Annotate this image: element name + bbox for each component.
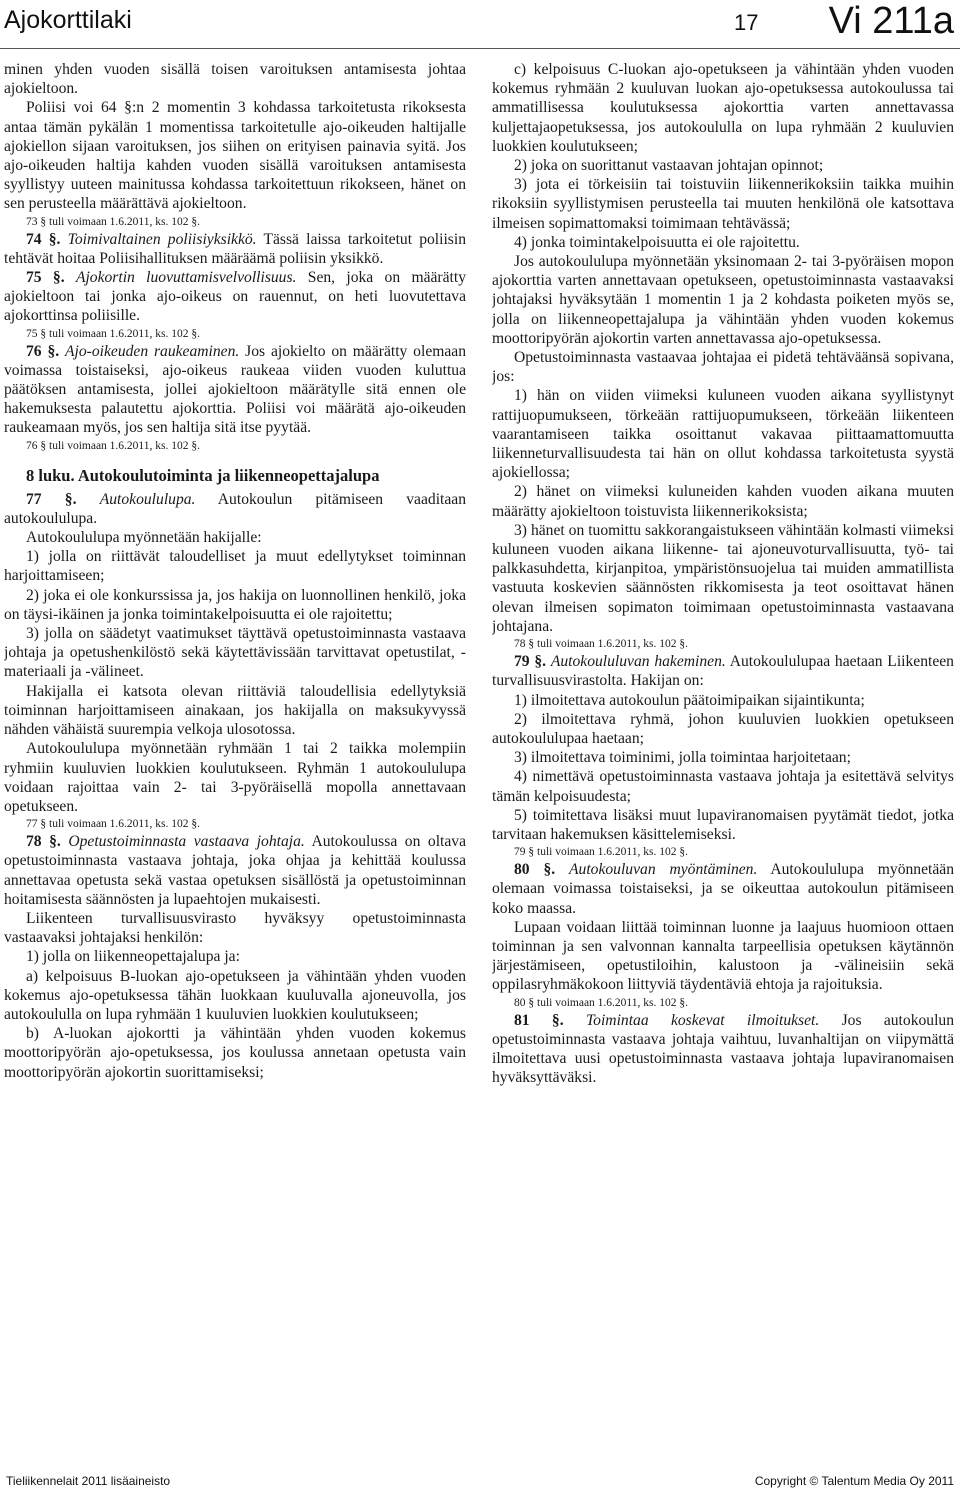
footer-publication: Tieliikennelait 2011 lisäaineisto [6,1474,171,1488]
list-item: 4) jonka toimintakelpoisuutta ei ole rajoitettu. [514,233,800,251]
paragraph: Autokoululupa myönnetään hakijalle: [26,529,262,547]
paragraph: Poliisi voi 64 §:n 2 momentin 3 kohdassa tarkoitetusta rikoksesta antaa tämän pykälän 1 momentissa tarkoitetulle ajo-oikeuden haltijalle ajokiellon sijaan varoituksen, jos siihen on erityisen painavia syitä. Jos ajo-oikeuden haltija kahden vuoden sisällä varoituksen antamisesta syyllistyy uuteen mainitussa kohdassa tarkoitettuun rikokseen, hänet on sen perusteella määrättävä ajokieltoon. [4,99,466,213]
section-number: 81 §. [514,1011,564,1029]
section-number: 78 §. [26,833,61,851]
section-75 [4,268,466,326]
list-item: 2) ilmoitettava ryhmä, johon kuuluvien luokkien opetukseen autokoululupaa haetaan; [492,710,954,747]
paragraph: minen yhden vuoden sisällä toisen varoituksen antamisesta johtaa ajokieltoon. [4,61,466,98]
section-text: Autokoulun pitämiseen vaaditaan autokoululupa. [4,490,466,527]
footer-copyright: Copyright © Talentum Media Oy 2011 [754,1474,954,1488]
list-item: 4) nimettävä opetustoiminnasta vastaava johtaja ja esitettävä selvitys tämän kelpoisuudesta; [492,768,954,805]
section-79 [492,652,954,690]
source-note: 80 § tuli voimaan 1.6.2011, ks. 102 §. [514,996,688,1009]
section-text: Jos autokoulun opetustoiminnasta vastaava johtaja vaihtuu, luvanhaltijan on viipymättä ilmoitettava uusi opetustoiminnasta vastaava johtaja lupaviranomaisen hyväksyttäväksi. [492,1011,954,1087]
section-title: Opetustoiminnasta vastaava johtaja. [68,833,305,851]
source-note: 77 § tuli voimaan 1.6.2011, ks. 102 §. [26,818,200,831]
list-item: 3) jolla on säädetyt vaatimukset täyttävä opetustoiminnasta vastaava johtaja ja opetushenkilöstö sekä käytettävissään tarvittavat opetustilat, -materiaali ja -välineet. [4,625,466,681]
section-title: Ajokortin luovuttamisvelvollisuus. [75,269,297,287]
section-text: Autokoulussa on oltava opetustoiminnasta vastaava johtaja, joka ohjaa ja kehittää koulussa annettavaa opetusta sekä vastaa opetuksen sisällöstä ja opetustoiminnan hoitamisesta säännösten ja lupaehtojen mukaisesti. [4,833,466,908]
section-81 [492,1011,954,1088]
section-text: Autokoululupaa haetaan Liikenteen turvallisuusvirastolta. Hakijan on: [492,653,954,690]
document-title: Ajokorttilaki [4,6,132,34]
list-item: 1) jolla on riittävät taloudelliset ja muut edellytykset toiminnan harjoittamiseen; [4,548,466,585]
source-note: 75 § tuli voimaan 1.6.2011, ks. 102 §. [26,327,200,340]
list-item: 2) joka ei ole konkurssissa ja, jos hakija on luonnollinen henkilö, joka on täysi-ikäinen ja jonka toimintakelpoisuutta ei ole rajoitettu; [4,586,466,623]
paragraph: Hakijalla ei katsota olevan riittäviä taloudellisia edellytyksiä toiminnan harjoittamiseen ainakaan, jos hakijalla on maksukyvyssä nähden vähäistä suurempia velkoja ulosotossa. [4,682,466,739]
list-item: 3) jota ei törkeisiin tai toistuviin liikennerikoksiin taikka muihin rikoksiin syyllistymisen perusteella tai muuten henkilönä ole katsottava ilmeisen sopimattomaksi toimimaan tehtävässä; [492,176,954,232]
left-column [4,60,466,1456]
section-number: 80 §. [514,861,556,879]
section-number: 79 §. [514,653,547,671]
source-note: 79 § tuli voimaan 1.6.2011, ks. 102 §. [514,846,688,859]
section-title: Toimivaltainen poliisiyksikkö. [67,230,257,248]
chapter-heading: 8 luku. Autokoulutoiminta ja liikenneopettajalupa [26,465,380,485]
section-text: Jos ajokielto on määrätty olemaan voimassa toistaiseksi, ajo-oikeus raukeaa viiden vuoden kuluttua päätöksen antamisesta, jollei ajokieltoon määrätylle sitä ennen ole hakemuksesta palautettu ajokorttia. Poliisi voi määrätä ajo-oikeuden raukeamaan myös, jos sen haltija sitä itse pyytää. [4,342,466,437]
section-title: Autokoululupa. [99,490,196,508]
paragraph: Autokoululupa myönnetään ryhmään 1 tai 2 taikka molempiin ryhmiin kuuluvien luokkien koulutukseen. Ryhmän 1 autokoululupa voidaan rajoittaa vain 2- tai 3-pyöräisellä mopolla annettavaan opetukseen. [4,740,466,815]
page-number: 17 [734,10,759,35]
list-item: b) A-luokan ajokortti ja vähintään yhden vuoden kokemus moottoripyörän ajo-opetuksessa, jos koulussa annetaan opetusta vain moottoripyörän ajokortin suorittamiseksi; [4,1025,466,1081]
section-title: Ajo-oikeuden raukeaminen. [65,342,240,360]
section-text: Sen, joka on määrätty ajokieltoon tai jonka ajo-oikeus on rauennut, on heti luovutettava ajokorttinsa poliisille. [4,269,466,325]
section-text: Autokoululupa myönnetään olemaan voimassa toistaiseksi, ja se oikeuttaa autokoulun pitämiseen koko maassa. [492,861,954,917]
section-76 [4,342,466,438]
section-number: 76 §. [26,342,60,360]
list-item: a) kelpoisuus B-luokan ajo-opetukseen ja vähintään yhden vuoden kokemus ajo-opetuksessa tähän luokkaan kuuluvalla ajoneuvolla, jos autokoululla on lupa ryhmään 1 kuuluvien luokkien koulutukseen; [4,967,466,1023]
list-item: 1) jolla on liikenneopettajalupa ja: [26,948,240,966]
section-number: 75 §. [26,269,65,287]
list-item: c) kelpoisuus C-luokan ajo-opetukseen ja vähintään yhden vuoden kokemus ryhmään 2 kuuluvan luokan ajo-opetuksessa autokoulussa tai ammatillisessa koulutuksessa ajokorttia varten annettavassa kuljettajaopetuksessa, jos autokoululla on lupa ryhmään 2 kuuluvien luokkien koulutukseen; [492,61,954,155]
paragraph: Jos autokoululupa myönnetään yksinomaan 2- tai 3-pyöräisen mopon ajokorttia varten annettavaan opetukseen, opetustoiminnasta vastaavaksi johtajaksi hyväksytään 1 momentin 1 ja 2 kohdasta poiketen myös se, jolla on liikenneopettajalupa ja vähintään yhden vuoden kokemus moottoripyörän ajokortin varten annettavassa ajo-opetuksessa. [492,253,954,347]
list-item: 3) ilmoitettava toiminimi, jolla toimintaa harjoitetaan; [514,749,851,767]
list-item: 1) ilmoitettava autokoulun päätoimipaikan sijaintikunta; [514,691,865,709]
document-code: Vi 211a [828,0,954,42]
list-item: 5) toimitettava lisäksi muut lupaviranomaisen pyytämät tiedot, jotka tarvitaan hakemuksen käsittelemiseksi. [492,806,954,843]
section-number: 77 §. [26,490,77,508]
section-number: 74 §. [26,230,61,248]
page-footer [0,1472,960,1492]
section-78 [4,832,466,909]
paragraph: Opetustoiminnasta vastaavaa johtajaa ei pidetä tehtäväänsä sopivana, jos: [492,349,954,386]
list-item: 1) hän on viiden viimeksi kuluneen vuoden aikana syyllistynyt rattijuopumukseen, törkeään rattijuopumukseen, törkeään liikenteen vaarantamiseen taikka osoittanut vakavaa piittaamattomuutta liikenneturvallisuudesta tai hän on ollut kohdassa tarkoitetusta syystä ajokiellossa; [492,387,954,482]
section-title: Autokoululuvan hakeminen. [550,653,726,671]
list-item: 2) hänet on viimeksi kuluneiden kahden vuoden aikana muuten määrätty ajokieltoon toistuvista liikennerikoksista; [492,483,954,520]
section-80 [492,860,954,918]
source-note: 78 § tuli voimaan 1.6.2011, ks. 102 §. [514,638,688,651]
page-header [0,0,960,50]
source-note: 73 § tuli voimaan 1.6.2011, ks. 102 §. [26,215,200,228]
section-text: Tässä laissa tarkoitetut poliisin tehtävät hoitaa Poliisihallituksen määräämä poliisin yksikkö. [4,230,466,267]
source-note: 76 § tuli voimaan 1.6.2011, ks. 102 §. [26,439,200,452]
section-77 [4,490,466,528]
list-item: 3) hänet on tuomittu sakkorangaistukseen vähintään kolmasti viimeksi kuluneen vuoden aikana liikenne- tai ajoneuvoturvallisuutta, työ- tai palkkasuhdetta, kirjanpitoa, ympäristönsuojelua tai muiden ammatillista vastuuta koskevien säännösten rikkomisesta ja teot osoittavat hänen olevan ilmeisen sopimaton toimimaan opetustoiminnasta vastaavana johtajana. [492,521,954,635]
section-title: Toimintaa koskevat ilmoitukset. [585,1011,820,1029]
list-item: 2) joka on suorittanut vastaavan johtajan opinnot; [514,157,824,175]
header-rule [0,48,960,49]
right-column [492,60,954,1456]
paragraph: Lupaan voidaan liittää toiminnan luonne ja laajuus huomioon ottaen toiminnan ja sen valvonnan kannalta tarpeellisia opetuksen käytännön järjestämiseen, opetustiloihin, kalustoon ja -välineisiin sekä oppilasryhmäkokoon liittyviä täydentäviä ehtoja ja rajoituksia. [492,918,954,994]
section-74 [4,230,466,268]
section-title: Autokouluvan myöntäminen. [569,861,758,879]
paragraph: Liikenteen turvallisuusvirasto hyväksyy opetustoiminnasta vastaavaksi johtajaksi henkilön: [4,909,466,947]
